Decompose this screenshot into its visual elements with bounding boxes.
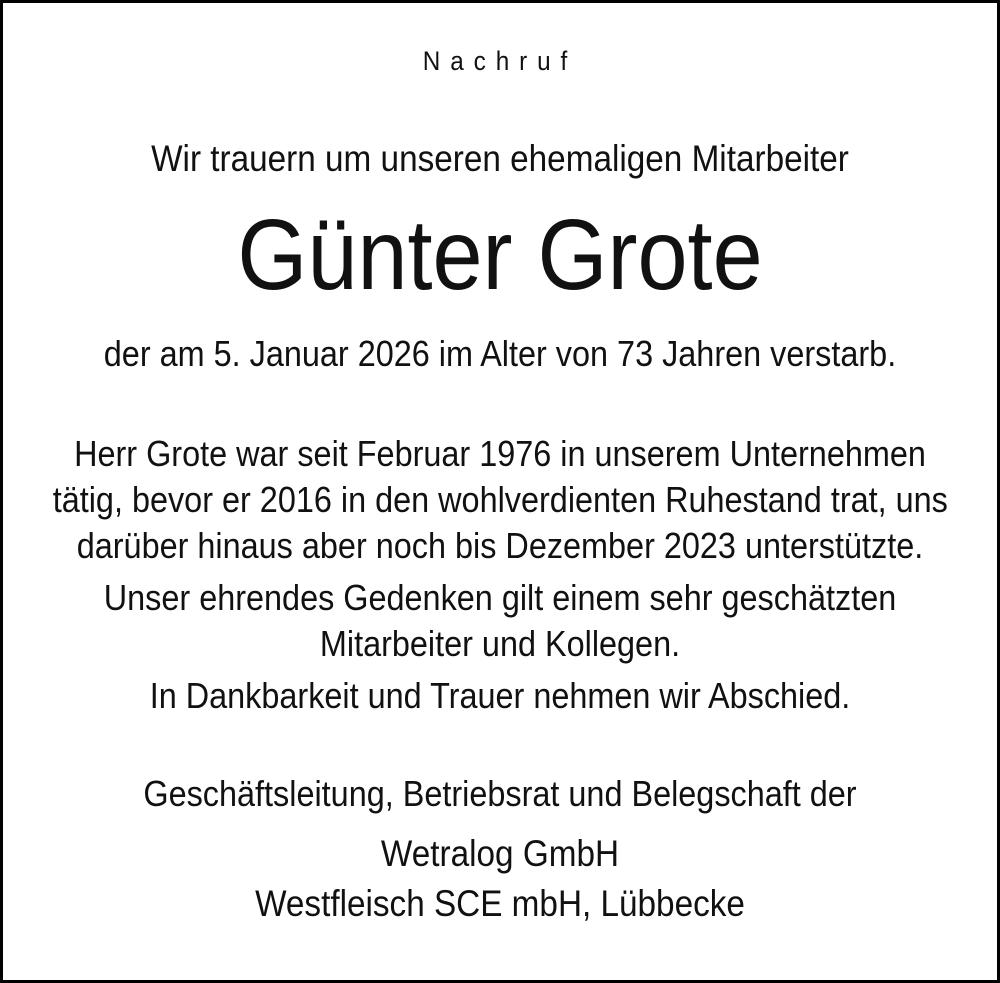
deceased-name: Günter Grote	[237, 199, 763, 311]
company-name: Westfleisch SCE mbH, Lübbecke	[255, 883, 745, 924]
nachruf-heading: Nachruf	[422, 46, 578, 76]
intro-line: Wir trauern um unseren ehemaligen Mitarbeiter	[151, 138, 849, 179]
tenure-paragraph	[3, 431, 997, 569]
signature-line: Geschäftsleitung, Betriebsrat und Belegschaft der	[143, 773, 857, 814]
text-line: tätig, bevor er 2016 in den wohlverdienten Ruhestand trat, uns	[52, 479, 948, 520]
company-name: Wetralog GmbH	[380, 833, 620, 874]
text-line: Herr Grote war seit Februar 1976 in unserem Unternehmen	[74, 433, 926, 474]
text-line: In Dankbarkeit und Trauer nehmen wir Abschied.	[149, 675, 851, 716]
text-line: Mitarbeiter und Kollegen.	[319, 623, 681, 664]
text-line: darüber hinaus aber noch bis Dezember 2023 unterstützte.	[76, 525, 924, 566]
remembrance-paragraph	[3, 575, 997, 667]
company-block	[3, 829, 997, 929]
farewell-paragraph	[3, 673, 997, 719]
death-date-line: der am 5. Januar 2026 im Alter von 73 Jahren verstarb.	[103, 333, 897, 374]
text-line: Unser ehrendes Gedenken gilt einem sehr geschätzten	[103, 577, 897, 618]
